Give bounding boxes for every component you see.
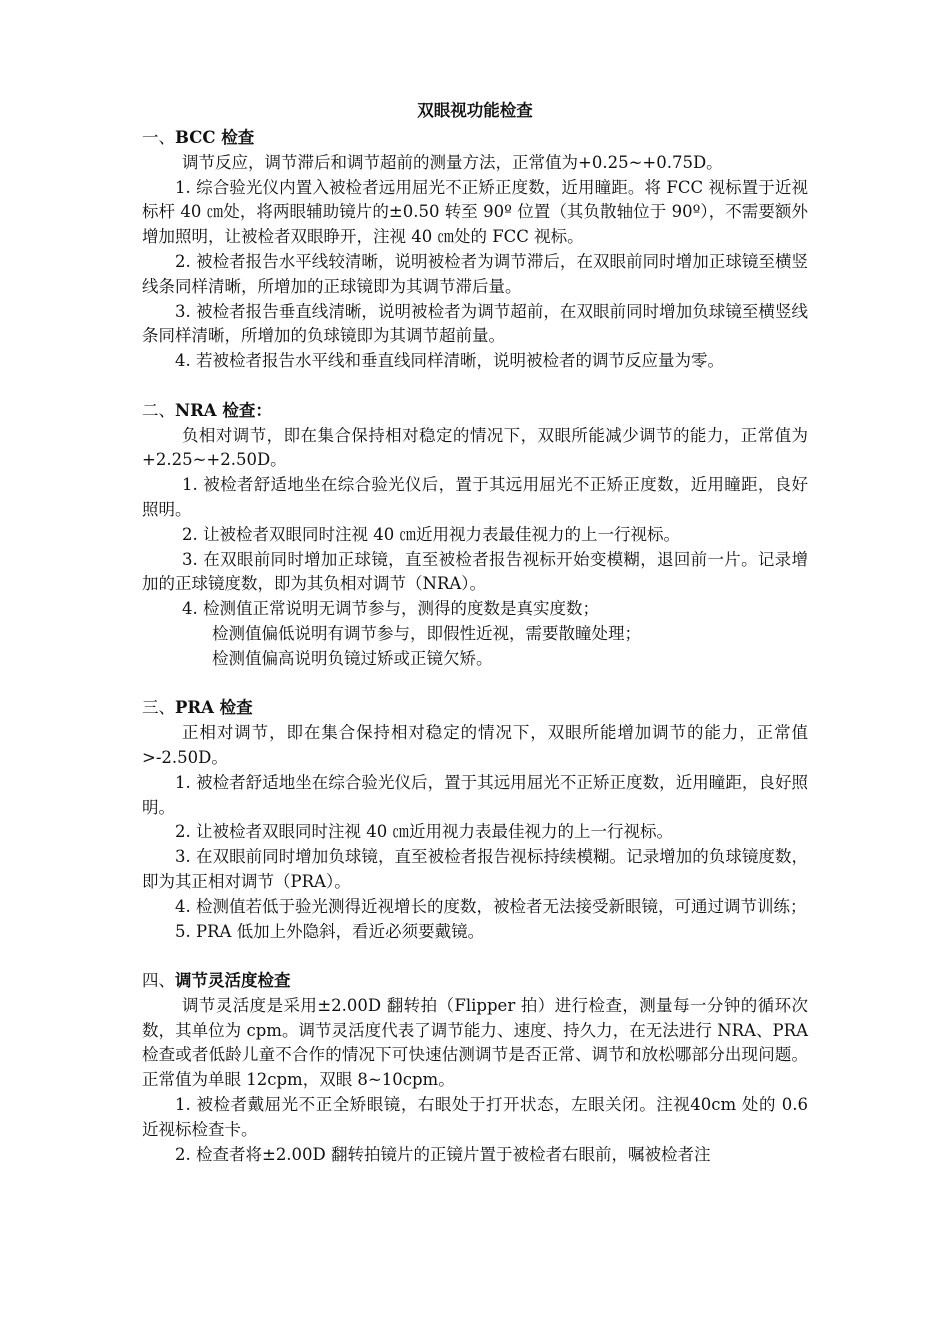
section-gap xyxy=(142,672,808,697)
list-item: 4. 检测值若低于验光测得近视增长的度数，被检者无法接受新眼镜，可通过调节训练； xyxy=(175,896,807,916)
list-sub-item: 检测值偏高说明负镜过矫或正镜欠矫。 xyxy=(212,648,493,668)
section-bcc xyxy=(142,126,808,374)
section-gap xyxy=(142,944,808,969)
section-heading-text: 调节灵活度检查 xyxy=(175,971,291,991)
section-heading-text: BCC 检查 xyxy=(175,128,255,147)
list-item: 3. 在双眼前同时增加正球镜，直至被检者报告视标开始变模糊，退回前一片。记录增加的正球镜度数，即为其负相对调节（NRA）。 xyxy=(142,549,808,594)
list-item: 4. 检测值正常说明无调节参与，测得的度数是真实度数； xyxy=(182,599,599,619)
list-item: 3. 在双眼前同时增加负球镜，直至被检者报告视标持续模糊。记录增加的负球镜度数，即为其正相对调节（PRA）。 xyxy=(142,847,808,891)
list-item: 2. 让被检者双眼同时注视 40 ㎝近用视力表最佳视力的上一行视标。 xyxy=(182,524,680,544)
section-number: 一、 xyxy=(142,128,175,147)
list-item: 1. 被检者戴屈光不正全矫眼镜，右眼处于打开状态，左眼关闭。注视40cm 处的 0.6 近视标检查卡。 xyxy=(142,1095,808,1139)
list-item: 4. 若被检者报告水平线和垂直线同样清晰，说明被检者的调节反应量为零。 xyxy=(175,351,724,371)
list-item: 1. 综合验光仪内置入被检者远用屈光不正矫正度数，近用瞳距。将 FCC 视标置于近视标杆 40 ㎝处，将两眼辅助镜片的±0.50 转至 90º 位置（其负散轴位于 90º），不需要额外增加照明，让被检者双眼睁开，注视 40 ㎝处的 FCC 视标。 xyxy=(142,177,808,247)
section-nra xyxy=(142,399,808,672)
section-intro: 调节灵活度是采用±2.00D 翻转拍（Flipper 拍）进行检查，测量每一分钟的循环次数，其单位为 cpm。调节灵活度代表了调节能力、速度、持久力，在无法进行 NRA、PRA 检查或者低龄儿童不合作的情况下可快速估测调节是否正常、调节和放松哪部分出现问题。正常值为单眼 12cpm，双眼 8~10cpm。 xyxy=(142,995,808,1090)
section-heading xyxy=(142,969,808,994)
section-intro: 负相对调节，即在集合保持相对稳定的情况下，双眼所能减少调节的能力，正常值为+2.25~+2.50D。 xyxy=(142,425,808,470)
section-pra xyxy=(142,696,808,944)
list-item: 1. 被检者舒适地坐在综合验光仪后，置于其远用屈光不正矫正度数，近用瞳距，良好照明。 xyxy=(142,475,808,519)
list-item: 2. 被检者报告水平线较清晰，说明被检者为调节滞后，在双眼前同时增加正球镜至横竖线条同样清晰，所增加的正球镜即为其调节滞后量。 xyxy=(142,251,808,296)
section-number: 二、 xyxy=(142,400,175,420)
section-heading xyxy=(142,126,808,151)
document-title: 双眼视功能检查 xyxy=(417,101,533,120)
section-heading-text: PRA 检查 xyxy=(175,698,253,718)
list-item: 1. 被检者舒适地坐在综合验光仪后，置于其远用屈光不正矫正度数，近用瞳距，良好照明。 xyxy=(142,772,808,817)
list-sub-item: 检测值偏低说明有调节参与，即假性近视，需要散瞳处理； xyxy=(212,623,641,643)
list-item: 5. PRA 低加上外隐斜，看近必须要戴镜。 xyxy=(175,921,485,941)
section-gap xyxy=(142,374,808,399)
section-heading xyxy=(142,696,808,721)
section-accommodative-facility xyxy=(142,969,808,1167)
section-intro: 调节反应，调节滞后和调节超前的测量方法，正常值为+0.25~+0.75D。 xyxy=(182,152,723,172)
section-intro: 正相对调节，即在集合保持相对稳定的情况下，双眼所能增加调节的能力，正常值>-2.50D。 xyxy=(142,723,808,767)
section-number: 三、 xyxy=(142,698,175,718)
list-item: 2. 检查者将±2.00D 翻转拍镜片的正镜片置于被检者右眼前，嘱被检者注 xyxy=(175,1144,711,1164)
document-page xyxy=(142,96,808,1167)
list-item: 3. 被检者报告垂直线清晰，说明被检者为调节超前，在双眼前同时增加负球镜至横竖线条同样清晰，所增加的负球镜即为其调节超前量。 xyxy=(142,301,808,346)
section-heading-text: NRA 检查： xyxy=(175,400,272,420)
list-item: 2. 让被检者双眼同时注视 40 ㎝近用视力表最佳视力的上一行视标。 xyxy=(175,822,673,842)
section-heading xyxy=(142,399,808,424)
section-number: 四、 xyxy=(142,971,175,991)
